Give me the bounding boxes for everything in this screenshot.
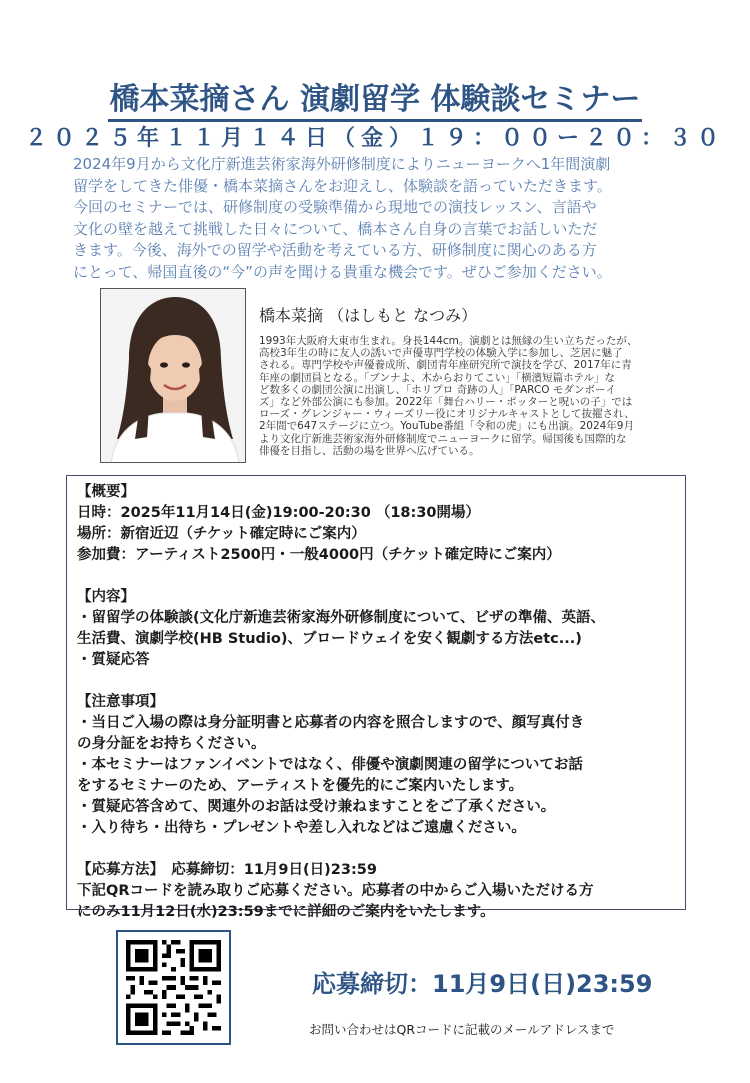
notes-heading: 【注意事項】 <box>77 694 164 710</box>
bio-line: ど数多くの劇団公演に出演し、「ホリプロ 奇跡の人」「PARCO モダンボーイ <box>259 383 616 396</box>
bio-line: 2年間で647ステージに立つ。YouTube番組「令和の虎」にも出演。2024年9月 <box>259 420 634 433</box>
date-line: 日時：2025年11月14日(金)19:00-20:30 （18:30開場） <box>77 505 480 521</box>
notes-line: ・当日ご入場の際は身分証明書と応募者の内容を照合しますので、顔写真付き <box>77 715 585 731</box>
notes-line: の身分証をお持ちください。 <box>77 736 266 752</box>
notes-line: ・本セミナーはファンイベントではなく、俳優や演劇関連の留学についてお話 <box>77 757 583 773</box>
bio-line: される。専門学校や声優養成所、劇団青年座研究所で演技を学び、2017年に青 <box>259 359 632 372</box>
intro-line: にとって、帰国直後の“今”の声を聞ける貴重な機会です。ぜひご参加ください。 <box>73 262 612 281</box>
event-datetime: ２０２５年１１月１４日（金）１９：００ー２０：３０ <box>24 126 725 151</box>
intro-line: きます。今後、海外での留学や活動を考えている方、研修制度に関心のある方 <box>73 241 597 259</box>
page-title-text: 橋本菜摘さん 演劇留学 体験談セミナー <box>108 82 643 122</box>
notes-line: をするセミナーのため、アーティストを優先的にご案内いたします。 <box>77 778 524 794</box>
apply-heading: 【応募方法】 応募締切：11月9日(日)23:59 <box>77 862 377 878</box>
intro-line: 文化の壁を越えて挑戦した日々について、橋本さん自身の言葉でお話しいただ <box>73 219 598 238</box>
portrait-photo-icon <box>101 289 246 463</box>
intro-line: 留学をしてきた俳優・橋本菜摘さんをお迎えし、体験談を語っていただきます。 <box>73 176 612 195</box>
event-details-box <box>66 475 686 920</box>
content-line: ・質疑応答 <box>77 652 150 668</box>
intro-line: 2024年9月から文化庁新進芸術家海外研修制度によりニューヨークへ1年間演劇 <box>73 155 611 173</box>
intro-line: 今回のセミナーでは、研修制度の受験準備から現地での演技レッスン、言語や <box>73 198 597 216</box>
apply-line: にのみ11月12日(水)23:59までに詳細のご案内をいたします。 <box>77 904 495 920</box>
bio-line: 1993年大阪府大東市生まれ。身長144cm。演劇とは無縁の生い立ちだったが、 <box>259 335 638 347</box>
bio-line: より文化庁新進芸術家海外研修制度でニューヨークに留学。帰国後も国際的な <box>259 432 627 445</box>
profile-bio <box>259 335 679 457</box>
overview-heading: 【概要】 <box>77 484 135 500</box>
intro-paragraph <box>73 154 685 283</box>
notes-line: ・質疑応答含めて、関連外のお話は受け兼ねますことをご了承ください。 <box>77 799 556 815</box>
bio-line: 俳優を目指し、活動の場を世界へ広げている。 <box>259 444 480 457</box>
place-line: 場所：新宿近辺（チケット確定時にご案内） <box>77 526 366 542</box>
qr-code-icon[interactable] <box>126 940 221 1035</box>
qr-code-frame[interactable] <box>116 930 231 1045</box>
content-line: 生活費、演劇学校(HB Studio)、ブロードウェイを安く観劇する方法etc...) <box>77 631 582 647</box>
profile-photo <box>100 288 246 463</box>
bio-line: ローズ・グレンジャー・ウィーズリー役にオリジナルキャストとして抜擢され、 <box>259 408 635 421</box>
notes-line: ・入り待ち・出待ち・プレゼントや差し入れなどはご遠慮ください。 <box>77 820 526 836</box>
deadline-banner: 応募締切：11月9日(日)23:59 <box>312 970 653 998</box>
bio-line: 年座の劇団員となる。「ブンナよ、木からおりてこい」「横濱短篇ホテル」な <box>259 371 616 384</box>
apply-line: 下記QRコードを読み取りご応募ください。応募者の中からご入場いただける方 <box>77 883 594 899</box>
bio-line: 高校3年生の時に友人の誘いで声優専門学校の体験入学に参加し、芝居に魅了 <box>259 347 623 360</box>
profile-name: 橋本菜摘 （はしもと なつみ） <box>259 306 478 325</box>
contact-note: お問い合わせはQRコードに記載のメールアドレスまで <box>309 1022 615 1037</box>
content-line: ・留留学の体験談(文化庁新進芸術家海外研修制度について、ビザの準備、英語、 <box>77 610 606 626</box>
content-heading: 【内容】 <box>77 589 135 605</box>
fee-line: 参加費：アーティスト2500円・一般4000円（チケット確定時にご案内） <box>77 547 561 563</box>
page-title <box>0 74 750 118</box>
bio-line: ズ」など外部公演にも参加。2022年「舞台ハリー・ポッターと呪いの子」では <box>259 396 633 409</box>
